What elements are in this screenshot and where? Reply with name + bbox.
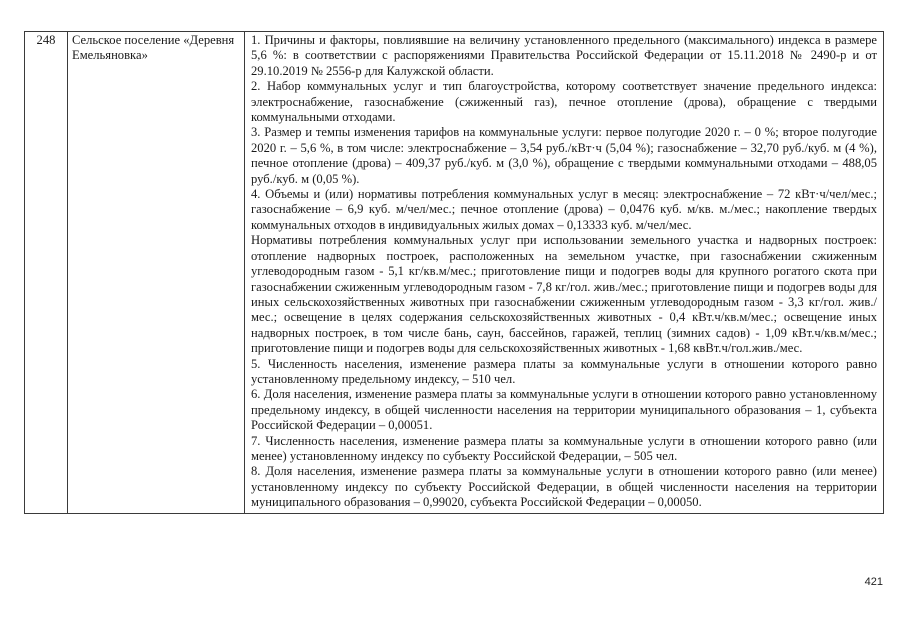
paragraph-8: 8. Доля населения, изменение размера платы за коммунальные услуги в отношении которого равно (или менее) установленному индексу по субъекту Российской Федерации, в общей численности населения на территории муниципального образования – 0,99020, субъекта Российской Федерации – 0,00050. [251, 464, 877, 510]
paragraph-1: 1. Причины и факторы, повлиявшие на величину установленного предельного (максимального) индекса в размере 5,6 %: в соответствии с распоряжениями Правительства Российской Федерации от 15.11.2018 № 2490-р и от 29.10.2019 № 2556-р для Калужской области. [251, 33, 877, 78]
paragraph-2: 2. Набор коммунальных услуг и тип благоустройства, которому соответствует значение предельного индекса: электроснабжение, газоснабжение (сжиженный газ), печное отопление (дрова), обращение с твердыми коммунальными отходами. [251, 79, 877, 125]
settlement-name: Сельское поселение «Деревня Емельяновка» [68, 32, 245, 514]
page-number: 421 [864, 576, 883, 588]
paragraph-3: 3. Размер и темпы изменения тарифов на коммунальные услуги: первое полугодие 2020 г. – 0 %; второе полугодие 2020 г. – 5,6 %, в том числе: электроснабжение – 3,54 руб./кВт·ч (5,04 %); газоснабжение – 32,70 руб./куб. м (4 %), печное отопление (дрова) – 409,37 руб./куб. м (3,0 %), обращение с твердыми коммунальными отходами – 488,05 руб./куб. м (0,05 %). [251, 125, 877, 186]
table-row [25, 32, 884, 514]
content-cell [245, 32, 884, 514]
row-number: 248 [25, 32, 68, 514]
paragraph-4: 4. Объемы и (или) нормативы потребления коммунальных услуг в месяц: электроснабжение – 72 кВт·ч/чел/мес.; газоснабжение – 6,9 куб. м/чел/мес.; печное отопление (дрова) – 0,0476 куб. м/кв. м./мес.; накопление твердых коммунальных отходов в индивидуальных жилых домах – 0,13333 куб. м/чел/мес. [251, 187, 877, 232]
paragraph-7: 7. Численность населения, изменение размера платы за коммунальные услуги в отношении которого равно (или менее) установленному индексу по субъекту Российской Федерации, – 505 чел. [251, 433, 877, 463]
paragraph-norms: Нормативы потребления коммунальных услуг при использовании земельного участка и надворных построек: отопление надворных построек, расположенных на земельном участке, при газоснабжении сжиженным углеводородным газом - 5,1 кг/кв.м/мес.; приготовление пищи и подогрев воды для крупного рогатого скота при газоснабжении сжиженным углеводородным газом - 7,8 кг/гол. жив./мес.; приготовление пищи и подогрев воды для иных сельскохозяйственных животных при газоснабжении сжиженным углеводородным газом - 3,3 кг/гол. жив./мес.; освещение в целях содержания сельскохозяйственных животных - 0,4 кВт.ч/кв.м/мес.; освещение иных надворных построек, в том числе бань, саун, бассейнов, гаражей, теплиц (зимних садов) - 1,09 кВт.ч/кв.м/мес.; приготовление пищи и подогрев воды для сельскохозяйственных животных - 1,68 квВт.ч/гол.жив./мес. [251, 233, 877, 356]
paragraph-6: 6. Доля населения, изменение размера платы за коммунальные услуги в отношении которого равно установленному предельному индексу, в общей численности населения на территории муниципального образования – 1, субъекта Российской Федерации – 0,00051. [251, 387, 877, 433]
document-table [24, 31, 884, 514]
paragraph-5: 5. Численность населения, изменение размера платы за коммунальные услуги в отношении которого равно установленному предельному индексу, – 510 чел. [251, 356, 877, 386]
